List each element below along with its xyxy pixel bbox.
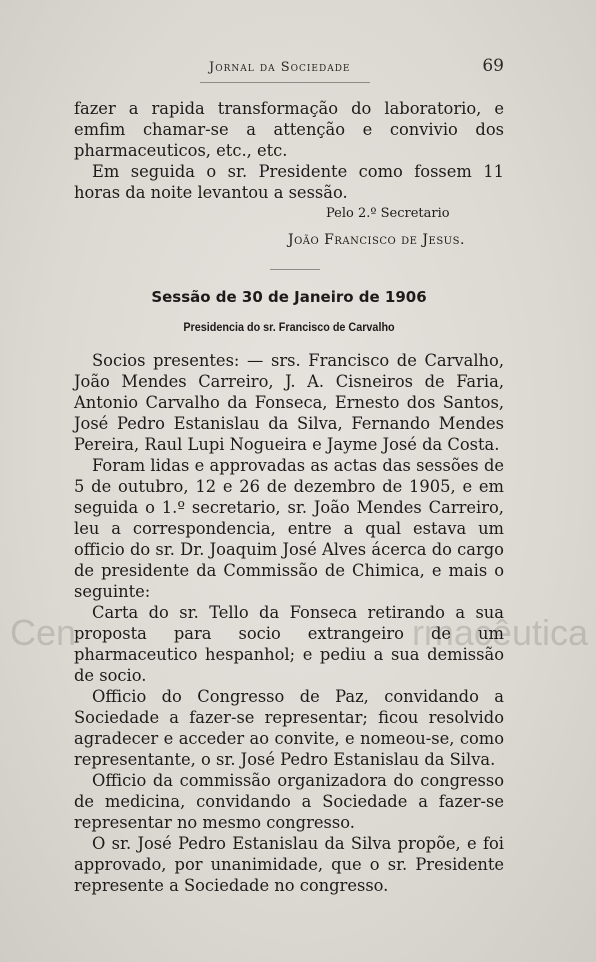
paragraph-representation: O sr. José Pedro Estanislau da Silva propõe, e foi approvado, por unanimidade, que o sr. Presidente represente a Sociedade no congresso.: [74, 834, 504, 895]
paragraph-peace-congress: Officio do Congresso de Paz, convidando a Sociedade a fazer-se representar; ficou resolvido agradecer e acceder ao convite, e nomeou-se, como representante, o sr. José Pedro Estanislau da Silva.: [74, 687, 504, 769]
watermark-left-text: Cen: [10, 612, 77, 653]
signature-name: João Francisco de Jesus.: [288, 232, 465, 248]
minutes-text-block: [74, 350, 504, 896]
intro-text-block: [74, 98, 504, 203]
page-number: 69: [482, 56, 504, 76]
signature-role: Pelo 2.º Secretario: [326, 206, 450, 221]
closing-paragraph: Em seguida o sr. Presidente como fossem 11 horas da noite levantou a sessão.: [74, 162, 504, 202]
paragraph-letter-tello: Carta do sr. Tello da Fonseca retirando a sua proposta para socio extrangeiro de um pharmaceutico hespanhol; e pediu a sua demissão de socio.: [74, 603, 504, 685]
paragraph-attendees: Socios presentes: — srs. Francisco de Carvalho, João Mendes Carreiro, J. A. Cisneiros de Faria, Antonio Carvalho da Fonseca, Ernesto dos Santos, José Pedro Estanislau da Silva, Fernando Mendes Pereira, Raul Lupi Nogueira e Jayme José da Costa.: [74, 351, 504, 454]
section-subtitle: Presidencia do sr. Francisco de Carvalho: [183, 320, 395, 334]
paragraph-medicine-congress: Officio da commissão organizadora do congresso de medicina, convidando a Sociedade a fazer-se representar no mesmo congresso.: [74, 771, 504, 832]
watermark-right-text: rmacêutica: [411, 612, 588, 653]
running-head: Jornal da Sociedade: [209, 60, 351, 75]
section-title: Sessão de 30 de Janeiro de 1906: [151, 288, 427, 306]
page-header: [74, 56, 504, 82]
header-rule: [200, 82, 370, 83]
section-divider: [270, 269, 320, 270]
intro-paragraph: fazer a rapida transformação do laboratorio, e emfim chamar-se a attenção e convivio dos pharmaceuticos, etc., etc.: [74, 99, 504, 160]
paragraph-minutes-approval: Foram lidas e approvadas as actas das sessões de 5 de outubro, 12 e 26 de dezembro de 1905, e em seguida o 1.º secretario, sr. João Mendes Carreiro, leu a correspondencia, entre a qual estava um officio do sr. Dr. Joaquim José Alves ácerca do cargo de presidente da Commissão de Chimica, e mais o seguinte:: [74, 456, 504, 601]
